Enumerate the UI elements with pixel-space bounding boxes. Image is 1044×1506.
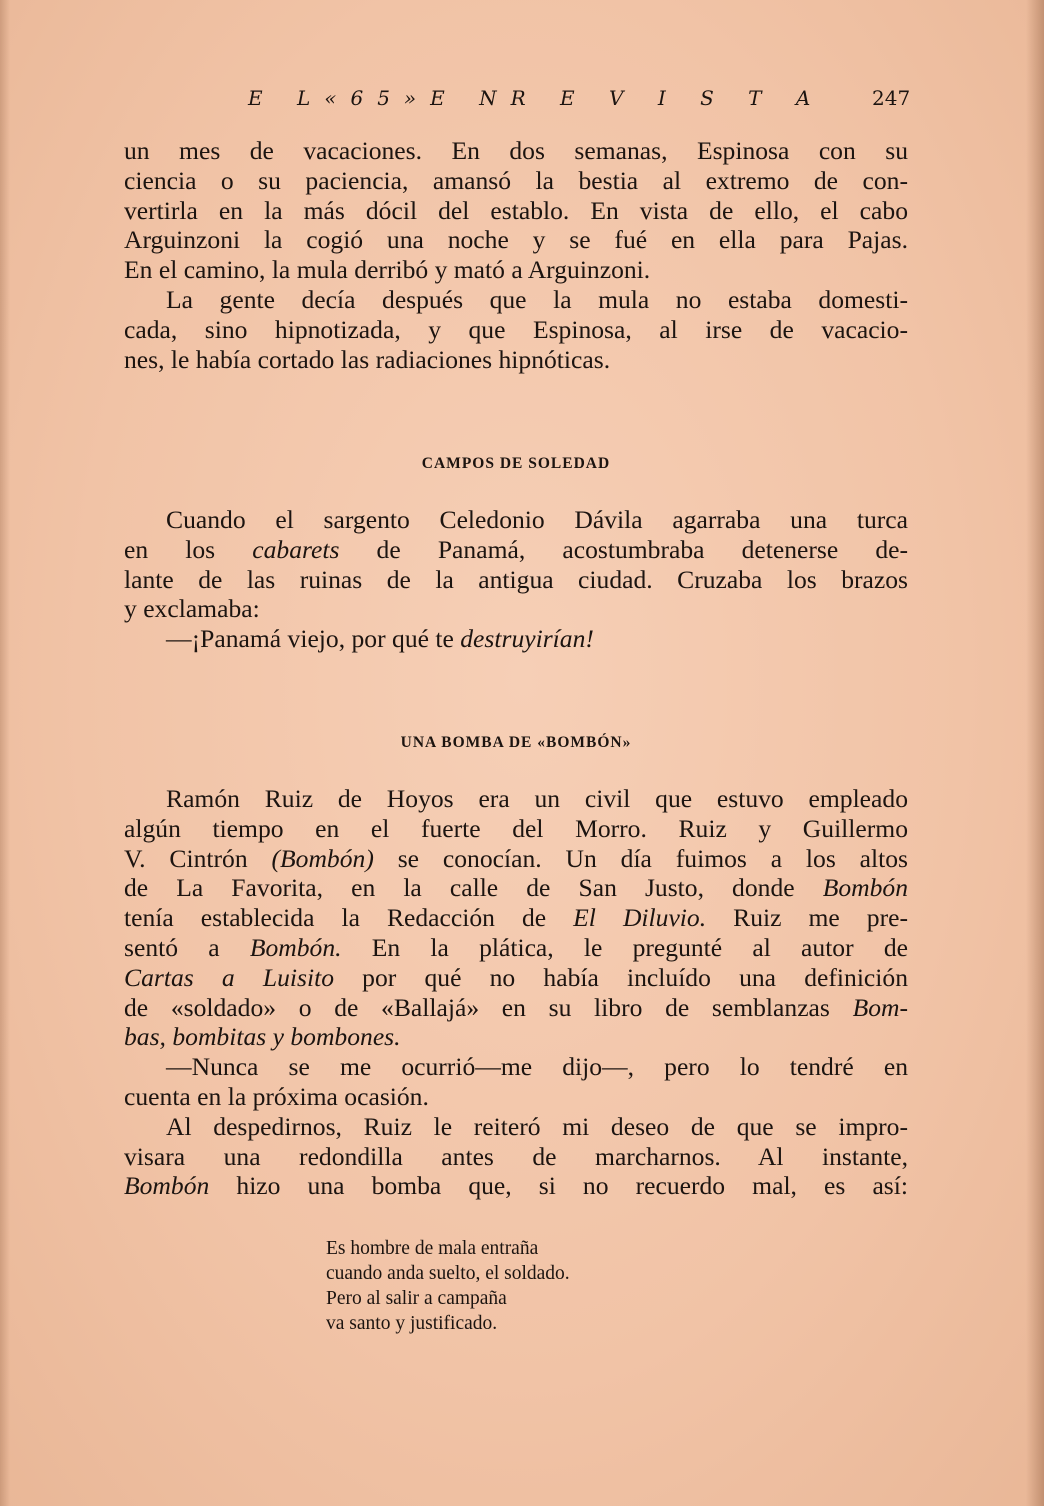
section1-text — [124, 136, 908, 374]
running-head-word-2: «65» — [324, 86, 431, 110]
text-line: cuenta en la próxima ocasión. — [124, 1081, 429, 1111]
running-head — [248, 86, 825, 110]
section-heading-campos-de-soledad: CAMPOS DE SOLEDAD — [421, 455, 611, 472]
text-line: —Nunca se me ocurrió—me dijo—, pero lo tendré en — [166, 1052, 908, 1082]
verse-line: Es hombre de mala entraña — [326, 1238, 539, 1259]
text-line: lante de las ruinas de la antigua ciudad. Cruzaba los brazos — [124, 564, 908, 594]
text-line: La gente decía después que la mula no estaba domesti- — [166, 284, 908, 314]
text-line: V. Cintrón (Bombón) se conocían. Un día fuimos a los altos — [124, 843, 908, 873]
text-line: un mes de vacaciones. En dos semanas, Espinosa con su — [124, 136, 908, 165]
page-number: 247 — [872, 86, 911, 110]
section3-text — [124, 784, 908, 1201]
text-line: En el camino, la mula derribó y mató a Arguinzoni. — [124, 255, 651, 285]
text-line: Bombón hizo una bomba que, si no recuerdo mal, es así: — [124, 1171, 908, 1201]
text-line: Ramón Ruiz de Hoyos era un civil que estuvo empleado — [166, 784, 908, 813]
running-head-word-3: E N — [430, 86, 511, 110]
text-line: sentó a Bombón. En la plática, le pregunté al autor de — [124, 932, 909, 962]
text-line: Cartas a Luisito por qué no había incluído una definición — [124, 962, 908, 992]
verse-line: cuando anda suelto, el soldado. — [326, 1263, 570, 1284]
text-line: visara una redondilla antes de marcharnos. Al instante, — [124, 1141, 908, 1171]
text-line: tenía establecida la Redacción de El Diluvio. Ruiz me pre- — [124, 903, 908, 933]
text-line: Arguinzoni la cogió una noche y se fué en ella para Pajas. — [124, 225, 908, 255]
section2-text — [124, 505, 908, 654]
text-line: nes, le había cortado las radiaciones hipnóticas. — [124, 344, 611, 374]
running-head-word-4: R E V I S T A — [510, 86, 825, 110]
text-line: bas, bombitas y bombones. — [124, 1022, 401, 1052]
text-line: en los cabarets de Panamá, acostumbraba detenerse de- — [124, 534, 909, 564]
text-line: y exclamaba: — [124, 594, 260, 624]
text-line: de La Favorita, en la calle de San Justo, donde Bombón — [124, 873, 908, 903]
text-line: cada, sino hipnotizada, y que Espinosa, al irse de vacacio- — [124, 314, 908, 344]
text-line: Al despedirnos, Ruiz le reiteró mi deseo de que se impro- — [166, 1111, 908, 1141]
text-line: de «soldado» o de «Ballajá» en su libro de semblanzas Bom- — [124, 992, 908, 1022]
section-heading-una-bomba-de-bombon: UNA BOMBA DE «BOMBÓN» — [400, 734, 632, 751]
text-line: ciencia o su paciencia, amansó la bestia al extremo de con- — [124, 165, 908, 195]
text-line: algún tiempo en el fuerte del Morro. Ruiz y Guillermo — [124, 813, 908, 843]
text-line: —¡Panamá viejo, por qué te destruyirían! — [166, 624, 594, 654]
text-line: vertirla en la más dócil del establo. En vista de ello, el cabo — [124, 195, 908, 225]
verse-redondilla — [326, 1236, 746, 1336]
text-line: Cuando el sargento Celedonio Dávila agarraba una turca — [166, 505, 908, 534]
running-head-word-1: E L — [248, 86, 325, 110]
verse-line: Pero al salir a campaña — [326, 1288, 507, 1309]
verse-line: va santo y justificado. — [326, 1313, 498, 1334]
